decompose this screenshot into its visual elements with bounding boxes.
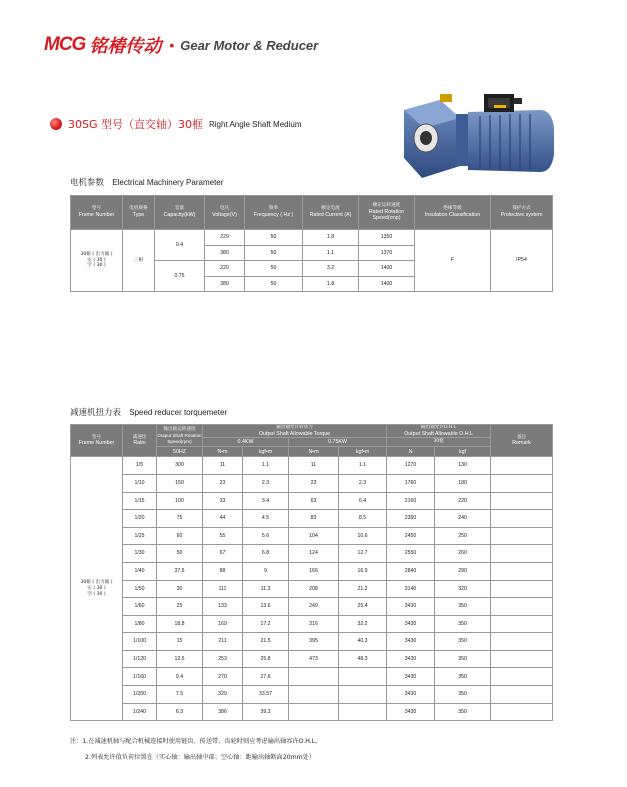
electrical-header-row xyxy=(71,196,553,230)
header-separator: • xyxy=(169,37,175,53)
note-line-1: 注：1.在减速机轴与配合机械连接时使用链齿、传送带、齿轮时则应考虑输出轴容许O.H.L。 xyxy=(70,738,322,745)
ohl-n-cell: 3430 xyxy=(387,703,435,721)
torque-kgfm-cell: 40.3 xyxy=(339,633,387,651)
table-row xyxy=(71,703,553,721)
torque-kgfm-cell: 33.57 xyxy=(243,686,289,704)
remark-cell xyxy=(491,650,553,668)
capacity-cell: 0.75 xyxy=(155,261,205,292)
ratio-cell: 1/60 xyxy=(123,598,157,616)
ohl-kgf-cell: 250 xyxy=(435,527,491,545)
electrical-section-title xyxy=(70,176,223,188)
header-rated-current: 额定电流 Rated Current (A) xyxy=(303,196,359,230)
speed-cell: 100 xyxy=(157,492,203,510)
header-allowable-ohl: 输出轴允许O.H.L Output Shaft Allowable O.H.L xyxy=(387,425,491,438)
capacity-cell: 0.4 xyxy=(155,230,205,261)
table-row xyxy=(71,457,553,475)
table-row xyxy=(71,474,553,492)
torque-nm-cell: 386 xyxy=(203,703,243,721)
unit-kgfm: kgf•m xyxy=(339,447,387,457)
torque-kgfm-cell: 21.2 xyxy=(339,580,387,598)
ratio-cell: 1/25 xyxy=(123,527,157,545)
torque-kgfm-cell: 2.3 xyxy=(243,474,289,492)
torque-nm-cell: 55 xyxy=(203,527,243,545)
frame-cell: 30框 ( 出力轴 ) 实 ( 30 ) 空 ( 30 ) xyxy=(71,230,123,292)
table-row xyxy=(71,633,553,651)
ratio-cell: 1/20 xyxy=(123,510,157,528)
gear-motor-image xyxy=(400,88,560,184)
torque-kgfm-cell: 12.7 xyxy=(339,545,387,563)
table-row xyxy=(71,598,553,616)
ohl-n-cell: 1760 xyxy=(387,474,435,492)
torque-nm-cell: 63 xyxy=(289,492,339,510)
torque-nm-cell xyxy=(289,668,339,686)
ratio-cell: 1/30 xyxy=(123,545,157,563)
torque-kgfm-cell: 48.3 xyxy=(339,650,387,668)
torque-kgfm-cell: 4.5 xyxy=(243,510,289,528)
reducer-header-row xyxy=(71,425,553,438)
current-cell: 1.8 xyxy=(303,230,359,246)
remark-cell xyxy=(491,474,553,492)
note-line-2: 2.列表允许值负荷位置在（实心轴：输出轴中部；空心轴：距输出轴断面20mm处） xyxy=(85,754,316,761)
table-row xyxy=(71,650,553,668)
remark-cell xyxy=(491,615,553,633)
torque-kgfm-cell: 25.8 xyxy=(243,650,289,668)
header-frequency: 频率 Frequency ( Hz ) xyxy=(245,196,303,230)
torque-nm-cell xyxy=(289,686,339,704)
torque-nm-cell: 88 xyxy=(203,562,243,580)
ohl-kgf-cell: 350 xyxy=(435,650,491,668)
ohl-n-cell: 3430 xyxy=(387,633,435,651)
speed-cell: 300 xyxy=(157,457,203,475)
ohl-n-cell: 3430 xyxy=(387,686,435,704)
ohl-n-cell: 3430 xyxy=(387,668,435,686)
reducer-table-body xyxy=(71,457,553,721)
speed-cell: 1350 xyxy=(359,230,415,246)
torque-nm-cell: 169 xyxy=(203,615,243,633)
protection-cell: IP54 xyxy=(491,230,553,292)
electrical-title-en: Electrical Machinery Parameter xyxy=(112,178,224,187)
torque-nm-cell: 166 xyxy=(289,562,339,580)
remark-cell xyxy=(491,562,553,580)
product-title-cn: 30SG 型号（直交轴）30框 xyxy=(68,118,203,131)
ratio-cell: 1/40 xyxy=(123,562,157,580)
torque-kgfm-cell: 17.2 xyxy=(243,615,289,633)
torque-nm-cell: 329 xyxy=(203,686,243,704)
remark-cell xyxy=(491,580,553,598)
table-row xyxy=(71,545,553,563)
header-insulation: 绝缘等级 Insulation Classification xyxy=(415,196,491,230)
brand-name-cn: 铭椿传动 xyxy=(89,36,162,57)
speed-cell: 7.5 xyxy=(157,686,203,704)
torque-kgfm-cell xyxy=(339,703,387,721)
speed-cell: 75 xyxy=(157,510,203,528)
ohl-kgf-cell: 240 xyxy=(435,510,491,528)
torque-kgfm-cell: 1.1 xyxy=(243,457,289,475)
ratio-cell: 1/240 xyxy=(123,703,157,721)
frequency-cell: 50 xyxy=(245,261,303,277)
table-row xyxy=(71,562,553,580)
voltage-cell: 380 xyxy=(205,276,245,292)
bullet-ball-icon xyxy=(50,118,62,130)
table-row xyxy=(71,510,553,528)
speed-cell: 18.8 xyxy=(157,615,203,633)
product-title-en: Right Angle Shaft Medium xyxy=(209,119,302,129)
ohl-n-cell: 3140 xyxy=(387,580,435,598)
speed-cell: 25 xyxy=(157,598,203,616)
ratio-cell: 1/15 xyxy=(123,492,157,510)
header-allowable-torque: 输出轴允许转矩力 Output Shaft Allowable Torque xyxy=(203,425,387,438)
torque-kgfm-cell: 32.2 xyxy=(339,615,387,633)
table-row xyxy=(71,615,553,633)
header-kw-04: 0.4KW xyxy=(203,438,289,447)
reducer-table xyxy=(70,424,553,721)
current-cell: 1.1 xyxy=(303,245,359,261)
ohl-kgf-cell: 350 xyxy=(435,615,491,633)
torque-kgfm-cell xyxy=(339,686,387,704)
voltage-cell: 220 xyxy=(205,261,245,277)
insulation-cell: F xyxy=(415,230,491,292)
torque-kgfm-cell: 5.6 xyxy=(243,527,289,545)
header-protection: 保护方式 Protective system xyxy=(491,196,553,230)
frequency-cell: 50 xyxy=(245,276,303,292)
speed-cell: 15 xyxy=(157,633,203,651)
header-voltage: 电压 Voltage(V) xyxy=(205,196,245,230)
reducer-section-title xyxy=(70,406,227,418)
torque-kgfm-cell: 6.4 xyxy=(339,492,387,510)
ohl-n-cell: 2840 xyxy=(387,562,435,580)
ohl-n-cell: 3430 xyxy=(387,650,435,668)
remark-cell xyxy=(491,668,553,686)
torque-nm-cell: 67 xyxy=(203,545,243,563)
speed-cell: 9.4 xyxy=(157,668,203,686)
notes xyxy=(70,734,321,766)
torque-nm-cell: 104 xyxy=(289,527,339,545)
unit-kgf: kgf xyxy=(435,447,491,457)
frequency-cell: 50 xyxy=(245,245,303,261)
electrical-title-cn: 电机参数 xyxy=(70,178,105,188)
remark-cell xyxy=(491,457,553,475)
torque-kgfm-cell xyxy=(339,668,387,686)
remark-cell xyxy=(491,510,553,528)
torque-kgfm-cell: 27.6 xyxy=(243,668,289,686)
torque-kgfm-cell: 25.4 xyxy=(339,598,387,616)
ratio-cell: 1/200 xyxy=(123,686,157,704)
torque-nm-cell: 11 xyxy=(289,457,339,475)
remark-cell xyxy=(491,527,553,545)
ohl-n-cell: 2160 xyxy=(387,492,435,510)
ohl-n-cell: 2450 xyxy=(387,527,435,545)
speed-cell: 150 xyxy=(157,474,203,492)
torque-nm-cell: 473 xyxy=(289,650,339,668)
torque-kgfm-cell: 3.4 xyxy=(243,492,289,510)
ohl-kgf-cell: 290 xyxy=(435,562,491,580)
speed-cell: 60 xyxy=(157,527,203,545)
header-capacity: 容量 Capacity(kW) xyxy=(155,196,205,230)
table-row xyxy=(71,527,553,545)
table-row xyxy=(71,230,553,246)
torque-nm-cell: 211 xyxy=(203,633,243,651)
speed-cell: 12.5 xyxy=(157,650,203,668)
speed-cell: 6.3 xyxy=(157,703,203,721)
torque-nm-cell: 44 xyxy=(203,510,243,528)
ratio-cell: 1/160 xyxy=(123,668,157,686)
torque-nm-cell: 124 xyxy=(289,545,339,563)
table-row xyxy=(71,686,553,704)
torque-nm-cell: 249 xyxy=(289,598,339,616)
header-ohl-frame: 30框 xyxy=(387,438,491,447)
header-frame: 型号 Frame Number xyxy=(71,196,123,230)
brand-logo: MCG xyxy=(44,34,86,55)
current-cell: 3.2 xyxy=(303,261,359,277)
remark-cell xyxy=(491,492,553,510)
header-rated-speed: 额定运转速度 Rated Rotation Speed(rmp) xyxy=(359,196,415,230)
remark-cell xyxy=(491,598,553,616)
ohl-n-cell: 2550 xyxy=(387,545,435,563)
ratio-cell: 1/120 xyxy=(123,650,157,668)
remark-cell xyxy=(491,703,553,721)
torque-kgfm-cell: 39.3 xyxy=(243,703,289,721)
speed-cell: 30 xyxy=(157,580,203,598)
torque-nm-cell: 83 xyxy=(289,510,339,528)
remark-cell xyxy=(491,686,553,704)
speed-cell: 1370 xyxy=(359,245,415,261)
header-speed-hz: 50HZ xyxy=(157,447,203,457)
electrical-table xyxy=(70,195,553,292)
header-frame: 型号 Frame Number xyxy=(71,425,123,457)
page-header xyxy=(44,34,318,56)
frame-cell: 30框 ( 出力轴 ) 实 ( 30 ) 空 ( 30 ) xyxy=(71,457,123,721)
torque-kgfm-cell: 21.5 xyxy=(243,633,289,651)
torque-nm-cell: 253 xyxy=(203,650,243,668)
ohl-kgf-cell: 260 xyxy=(435,545,491,563)
speed-cell: 1400 xyxy=(359,261,415,277)
unit-nm: N•m xyxy=(289,447,339,457)
product-title xyxy=(50,116,302,132)
torque-nm-cell: 395 xyxy=(289,633,339,651)
speed-cell: 37.5 xyxy=(157,562,203,580)
torque-kgfm-cell: 2.3 xyxy=(339,474,387,492)
reducer-title-en: Speed reducer torquemeter xyxy=(129,408,228,417)
ratio-cell: 1/50 xyxy=(123,580,157,598)
brand-name-en: Gear Motor & Reducer xyxy=(180,37,319,53)
ohl-kgf-cell: 220 xyxy=(435,492,491,510)
torque-nm-cell: 316 xyxy=(289,615,339,633)
torque-kgfm-cell: 16.9 xyxy=(339,562,387,580)
table-row xyxy=(71,492,553,510)
ratio-cell: 1/10 xyxy=(123,474,157,492)
frequency-cell: 50 xyxy=(245,230,303,246)
unit-n: N xyxy=(387,447,435,457)
torque-kgfm-cell: 13.6 xyxy=(243,598,289,616)
torque-nm-cell: 23 xyxy=(203,474,243,492)
torque-nm-cell: 208 xyxy=(289,580,339,598)
voltage-cell: 380 xyxy=(205,245,245,261)
ohl-n-cell: 3430 xyxy=(387,615,435,633)
torque-nm-cell: 111 xyxy=(203,580,243,598)
torque-nm-cell: 33 xyxy=(203,492,243,510)
torque-kgfm-cell: 6.8 xyxy=(243,545,289,563)
ratio-cell: 1/5 xyxy=(123,457,157,475)
header-type: 电机规格 Type xyxy=(123,196,155,230)
speed-cell: 1400 xyxy=(359,276,415,292)
ohl-n-cell: 3430 xyxy=(387,598,435,616)
remark-cell xyxy=(491,633,553,651)
ohl-kgf-cell: 180 xyxy=(435,474,491,492)
ratio-cell: 1/100 xyxy=(123,633,157,651)
torque-nm-cell: 23 xyxy=(289,474,339,492)
table-row xyxy=(71,668,553,686)
ohl-kgf-cell: 320 xyxy=(435,580,491,598)
ohl-kgf-cell: 350 xyxy=(435,598,491,616)
ratio-cell: 1/80 xyxy=(123,615,157,633)
unit-kgfm: kgf•m xyxy=(243,447,289,457)
torque-kgfm-cell: 8.5 xyxy=(339,510,387,528)
ohl-kgf-cell: 350 xyxy=(435,668,491,686)
ohl-kgf-cell: 350 xyxy=(435,686,491,704)
speed-cell: 50 xyxy=(157,545,203,563)
header-output-speed: 输出轴运转速度 Output Shaft Rotation Speed(rpm) xyxy=(157,425,203,447)
ohl-kgf-cell: 350 xyxy=(435,703,491,721)
ohl-n-cell: 1270 xyxy=(387,457,435,475)
table-row xyxy=(71,580,553,598)
ohl-kgf-cell: 130 xyxy=(435,457,491,475)
torque-nm-cell: 133 xyxy=(203,598,243,616)
unit-nm: N•m xyxy=(203,447,243,457)
torque-nm-cell: 11 xyxy=(203,457,243,475)
header-kw-075: 0.75KW xyxy=(289,438,387,447)
torque-kgfm-cell: 10.6 xyxy=(339,527,387,545)
ohl-n-cell: 2350 xyxy=(387,510,435,528)
motor-type-cell: 三相 xyxy=(123,230,155,292)
torque-nm-cell: 270 xyxy=(203,668,243,686)
torque-nm-cell xyxy=(289,703,339,721)
remark-cell xyxy=(491,545,553,563)
torque-kgfm-cell: 1.1 xyxy=(339,457,387,475)
torque-kgfm-cell: 9 xyxy=(243,562,289,580)
torque-kgfm-cell: 11.3 xyxy=(243,580,289,598)
voltage-cell: 220 xyxy=(205,230,245,246)
current-cell: 1.8 xyxy=(303,276,359,292)
header-ratio: 减速比 Ratio xyxy=(123,425,157,457)
header-remark: 备注 Remark xyxy=(491,425,553,457)
ohl-kgf-cell: 350 xyxy=(435,633,491,651)
reducer-title-cn: 减速机扭力表 xyxy=(70,408,122,418)
